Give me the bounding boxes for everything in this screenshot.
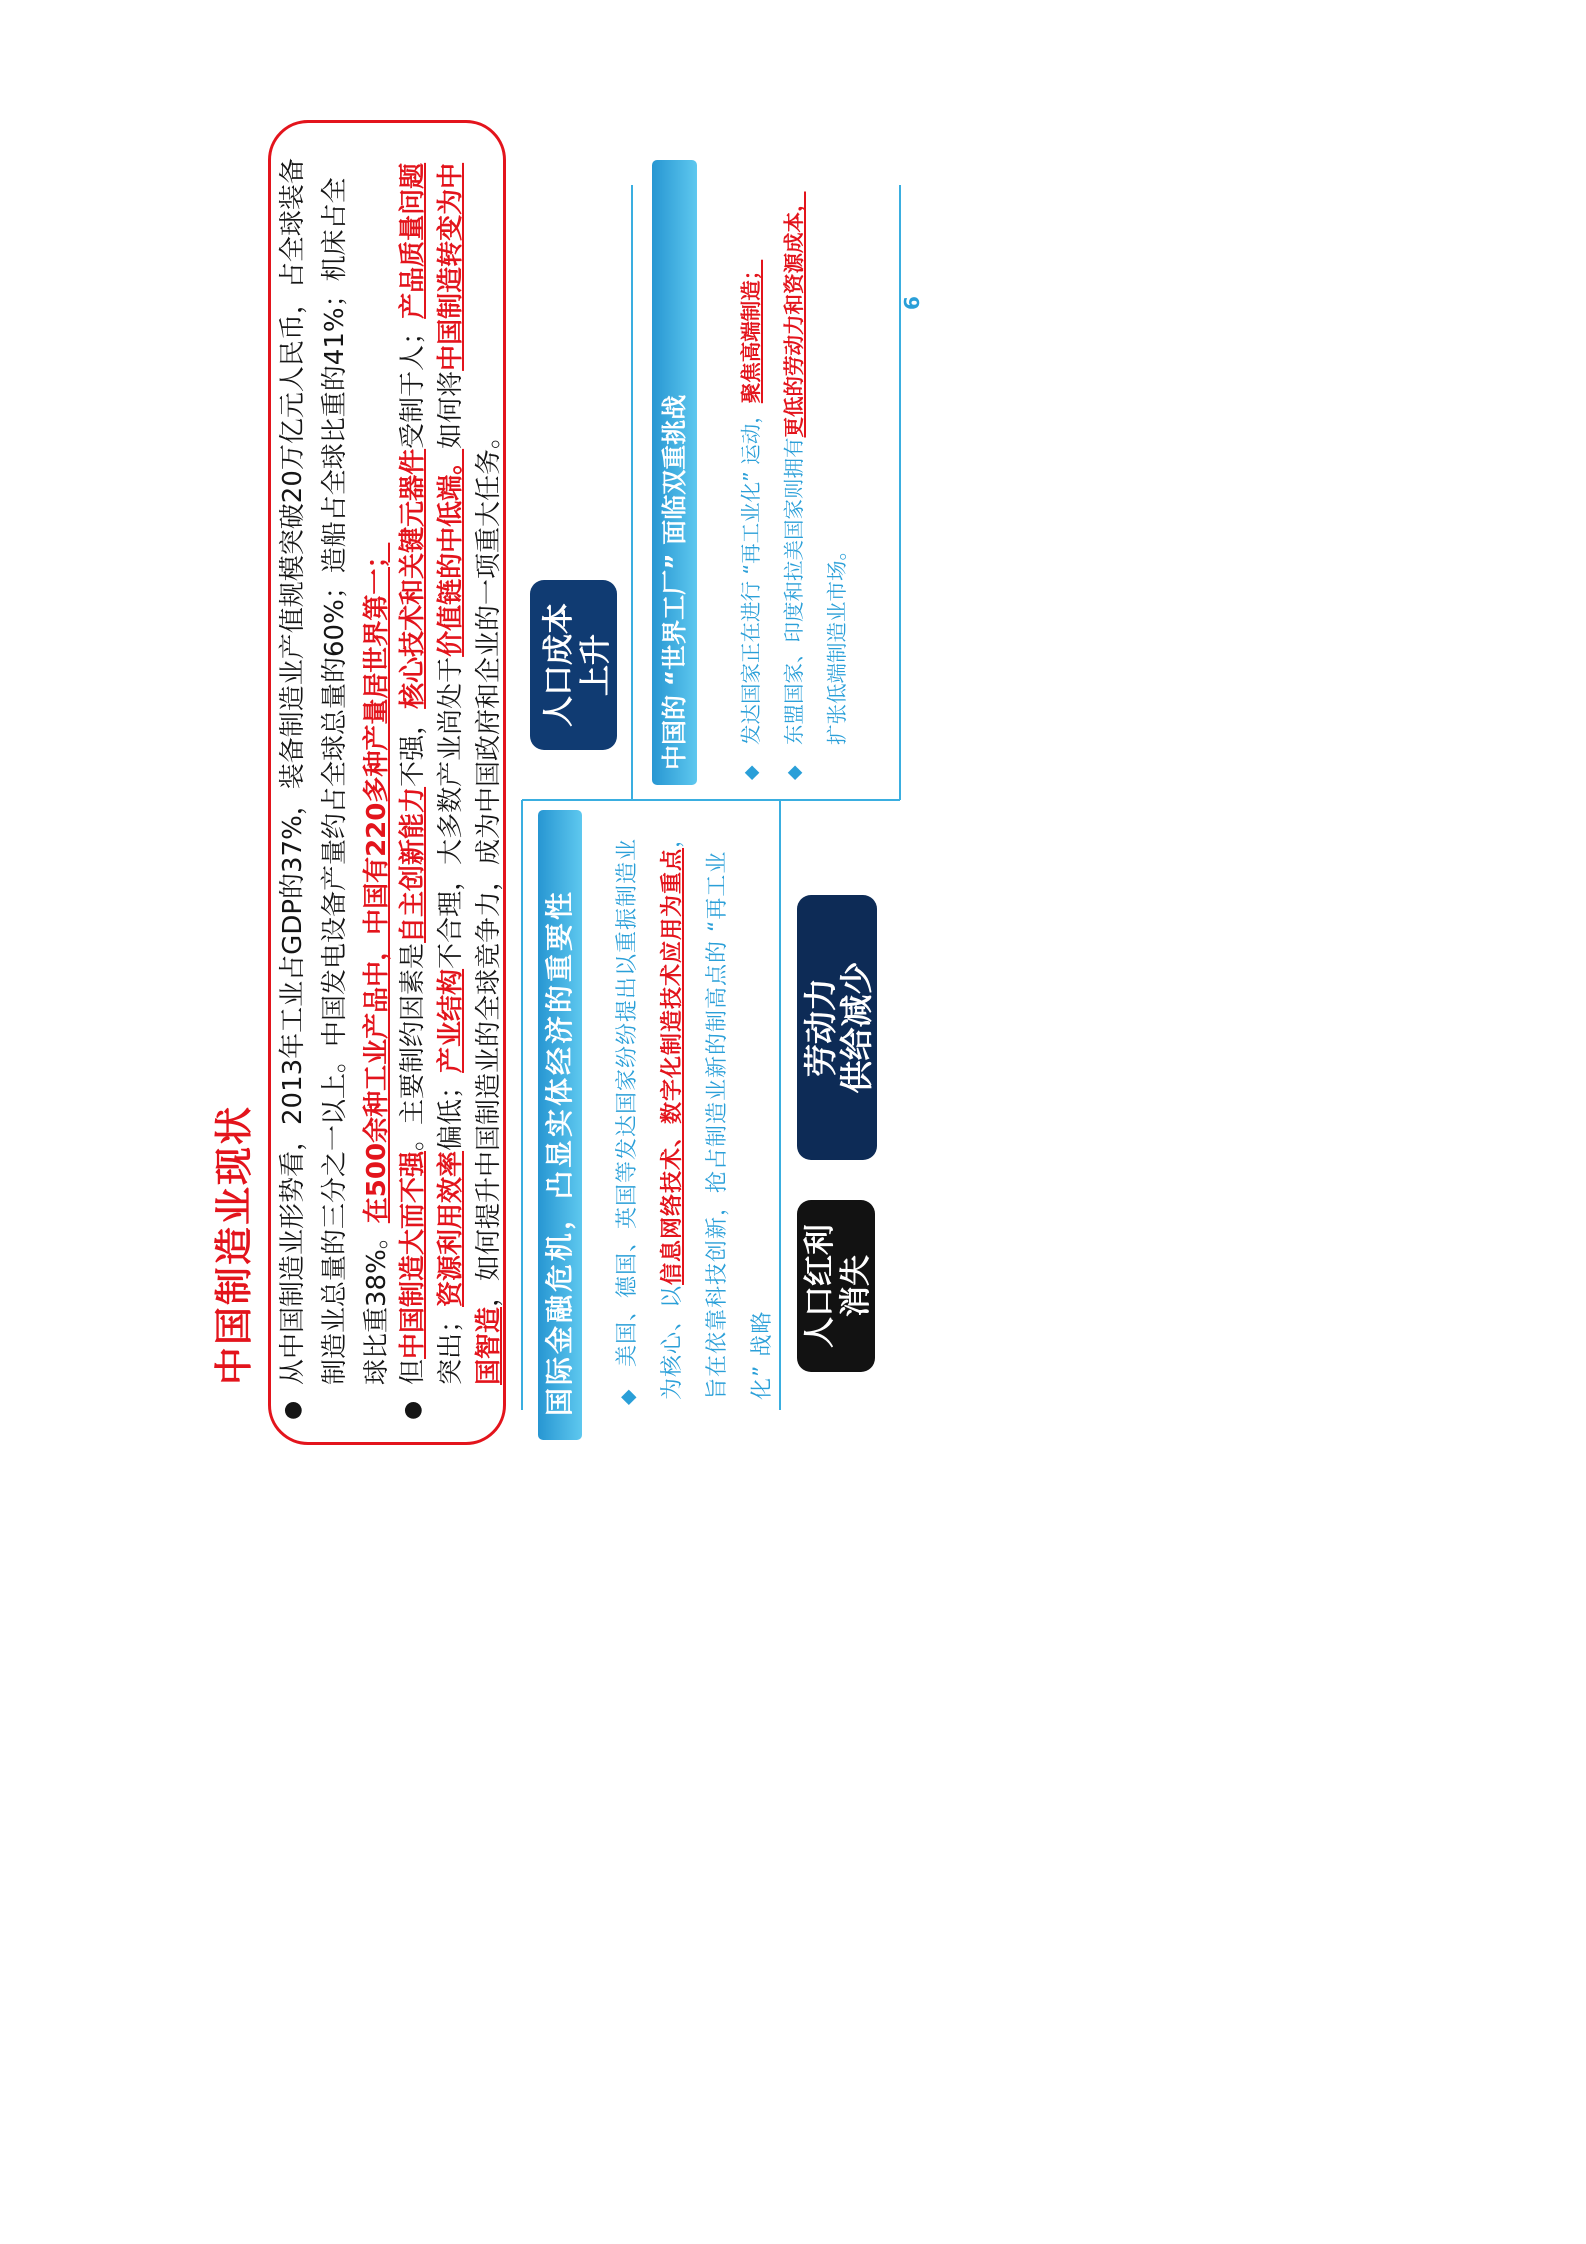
divider-line: [899, 185, 901, 800]
text-line: [394, 163, 432, 1385]
emphasis-text: 价值链的中低端。: [436, 448, 466, 657]
body-text: 不合理，大多数产业尚处于: [436, 656, 466, 969]
slide-title: 中国制造业现状: [212, 1104, 256, 1385]
emphasis-text: 产品质量问题: [398, 162, 428, 319]
body-text: 如何将: [436, 370, 466, 449]
diamond-bullet-icon: ◆: [615, 1389, 639, 1405]
body-text: 为核心、以: [660, 1284, 685, 1400]
text-line: [695, 825, 740, 1400]
emphasis-text: 自主创新能力: [398, 786, 428, 943]
body-text: 发达国家正在进行 “再工业化” 运动，: [739, 403, 763, 745]
body-text: 受制于人；: [398, 318, 428, 449]
emphasis-text: 国智造: [474, 1306, 504, 1385]
factor-box-line: 消失: [838, 1255, 874, 1317]
body-text: 扩张低端制造业市场。: [825, 540, 849, 745]
text-line: [773, 192, 816, 746]
emphasis-text: 产业结构: [436, 968, 466, 1073]
challenge-item: [773, 180, 859, 780]
text-line: [356, 158, 398, 1385]
body-text: 。主要制约因素是: [398, 942, 428, 1151]
body-text: 美国、德国、英国等发达国家纷纷提出以重振制造业: [615, 837, 640, 1367]
challenge-panel-heading: 中国的 “世界工厂” 面临双重挑战: [652, 160, 697, 785]
factor-box-line: 上升: [577, 634, 614, 696]
factor-box-line: 劳动力: [801, 978, 840, 1077]
bullet-dot-icon: ●: [400, 1400, 425, 1420]
crisis-panel-text: [605, 825, 785, 1400]
challenge-item-text: [730, 260, 773, 745]
factor-box-line: 人口红利: [802, 1224, 838, 1348]
status-paragraph: [394, 163, 508, 1385]
emphasis-text: 中国制造转变为中: [436, 162, 466, 371]
page-number: 6: [900, 296, 924, 310]
divider-line: [631, 185, 633, 800]
factor-box-line: 供给减少: [837, 961, 876, 1094]
divider-line: [521, 800, 523, 1410]
diamond-bullet-icon: ◆: [740, 765, 762, 780]
emphasis-text: 信息网络技术、数字化制造技术应用为重点: [660, 847, 685, 1285]
body-text: 偏低；: [436, 1072, 466, 1151]
divider-line: [522, 799, 900, 801]
body-text: 化” 战略: [750, 1310, 775, 1400]
body-text: 从中国制造业形势看，2013年工业占GDP的37%，装备制造业产值规模突破20万亿元人民币，占全球装备: [278, 158, 308, 1385]
body-text: 东盟国家、印度和拉美国家则拥有: [782, 437, 806, 745]
factor-box-dividend-loss: [797, 1200, 875, 1372]
text-line: [470, 163, 508, 1385]
emphasis-text: 聚焦高端制造；: [739, 259, 763, 404]
factor-box-line: 人口成本: [540, 603, 577, 727]
text-line: [314, 158, 356, 1385]
emphasis-text: 资源利用效率: [436, 1150, 466, 1307]
factor-box-labor-decline: [797, 895, 877, 1160]
body-text: ，如何提升中国制造业的全球竞争力，成为中国政府和企业的一项重大任务。: [474, 422, 504, 1307]
challenge-list: [730, 180, 859, 780]
text-line: [605, 825, 650, 1400]
emphasis-text: 核心技术和关键元器件: [398, 448, 428, 709]
text-line: [650, 825, 695, 1400]
diamond-bullet-icon: ◆: [783, 765, 805, 780]
challenge-item-text: [773, 192, 859, 746]
text-line: [730, 260, 773, 745]
body-text: 突出；: [436, 1306, 466, 1385]
challenge-item: [730, 180, 773, 780]
crisis-panel-heading: 国际金融危机，凸显实体经济的重要性: [538, 810, 582, 1440]
slide: [200, 60, 960, 1460]
emphasis-text: 在500余种工业产品中，中国有220多种产量居世界第一；: [362, 542, 392, 1224]
body-text: 球比重38%。: [362, 1223, 392, 1385]
body-text: 旨在依靠科技创新，抢占制造业新的制高点的 “再工业: [705, 850, 730, 1400]
text-line: [272, 158, 314, 1385]
body-text: 不强，: [398, 708, 428, 787]
status-paragraph: [272, 158, 398, 1385]
text-line: [816, 192, 859, 746]
text-line: [740, 825, 785, 1400]
body-text: ，: [660, 824, 685, 848]
emphasis-text: 中国制造大而不强: [398, 1150, 428, 1359]
emphasis-text: 更低的劳动力和资源成本，: [782, 191, 806, 438]
text-line: [432, 163, 470, 1385]
factor-box-cost-rise: [530, 580, 617, 750]
body-text: 但: [398, 1358, 428, 1385]
body-text: 制造业总量的三分之一以上。中国发电设备产量约占全球总量的60%；造船占全球比重的41%；机床占全: [320, 177, 350, 1385]
bullet-dot-icon: ●: [280, 1400, 305, 1420]
